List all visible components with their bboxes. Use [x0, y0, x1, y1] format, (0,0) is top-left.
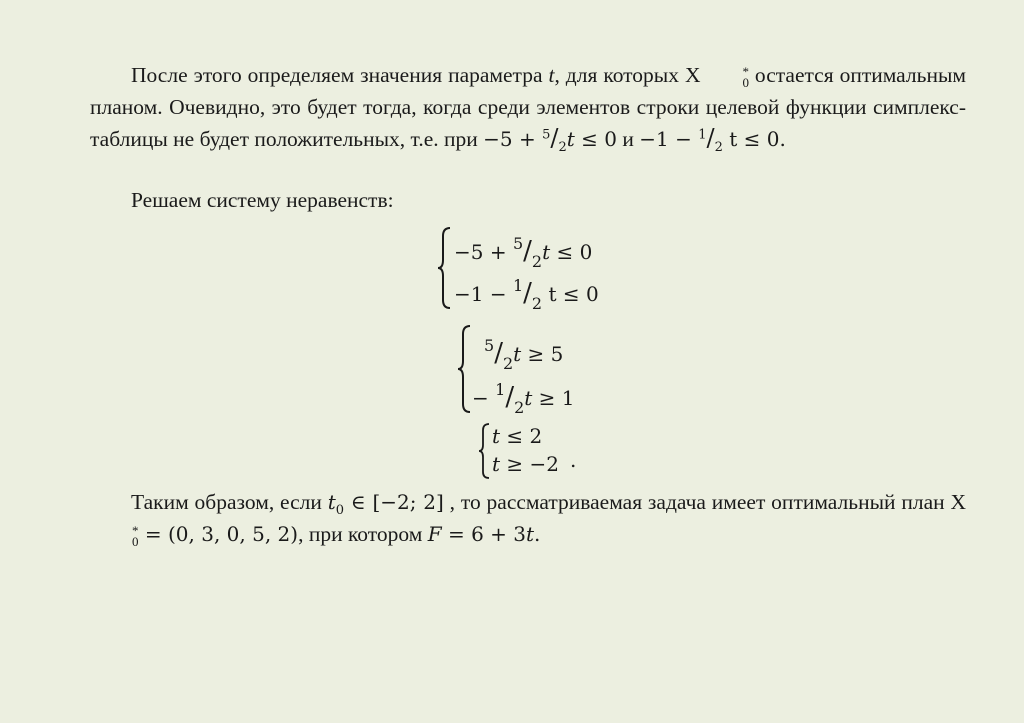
system-1: [436, 226, 636, 313]
conclusion-text-1: Таким образом, если: [131, 490, 328, 514]
brace-2: [456, 324, 472, 414]
brace-3: [478, 422, 490, 480]
brace-1: [436, 226, 452, 310]
intro-text-3: остается оптимальным планом. Очевидно, это будет тогда, когда среди элементов строки целевой функции симплекс-таблицы не будет положительных, т.е. при: [90, 63, 967, 151]
optimal-plan: = (0, 3, 0, 5, 2): [138, 521, 299, 546]
paragraph-conclusion: [90, 487, 966, 550]
system-1-row-1: $-5 + ^5/_2t \le 0$: [454, 234, 593, 271]
system-2-row-1: $^5/_2t \ge 5$: [484, 336, 564, 373]
paragraph-intro: [90, 60, 966, 156]
system-2-row-2: − $^1/_2t \ge 1$: [472, 380, 575, 417]
conclusion-text-3: , при котором: [298, 521, 428, 546]
system-3-row-2: t ≥ −2: [492, 452, 560, 476]
intro-text-1: После этого определяем значения параметра: [131, 63, 549, 87]
plan-symbol: X * 0: [684, 63, 749, 91]
inequality-2: $-1 - ^1/_2$ t ≤ 0.: [639, 124, 786, 155]
system-3-row-1: t ≤ 2: [492, 424, 543, 448]
plan-symbol-2: X * 0: [132, 490, 966, 549]
system-3: [478, 422, 598, 480]
system-3-period: .: [570, 448, 577, 472]
system-1-row-2: $-1 - ^1/_2$ t ≤ 0: [454, 276, 599, 313]
t0-interval: $t_0$ ∈ [−2; 2]: [327, 490, 444, 518]
inequality-1: $-5 + ^5/_2t \le 0$: [483, 124, 618, 155]
paragraph-solve: Решаем систему неравенств:: [131, 188, 394, 212]
param-t: t: [548, 63, 555, 87]
system-2: [456, 324, 636, 417]
objective-formula: F = 6 + 3t.: [427, 521, 541, 546]
conjunction: и: [617, 127, 640, 151]
conclusion-text-2: , то рассматриваемая задача имеет оптимальный план: [443, 490, 951, 514]
intro-text-2: , для которых: [554, 63, 685, 87]
